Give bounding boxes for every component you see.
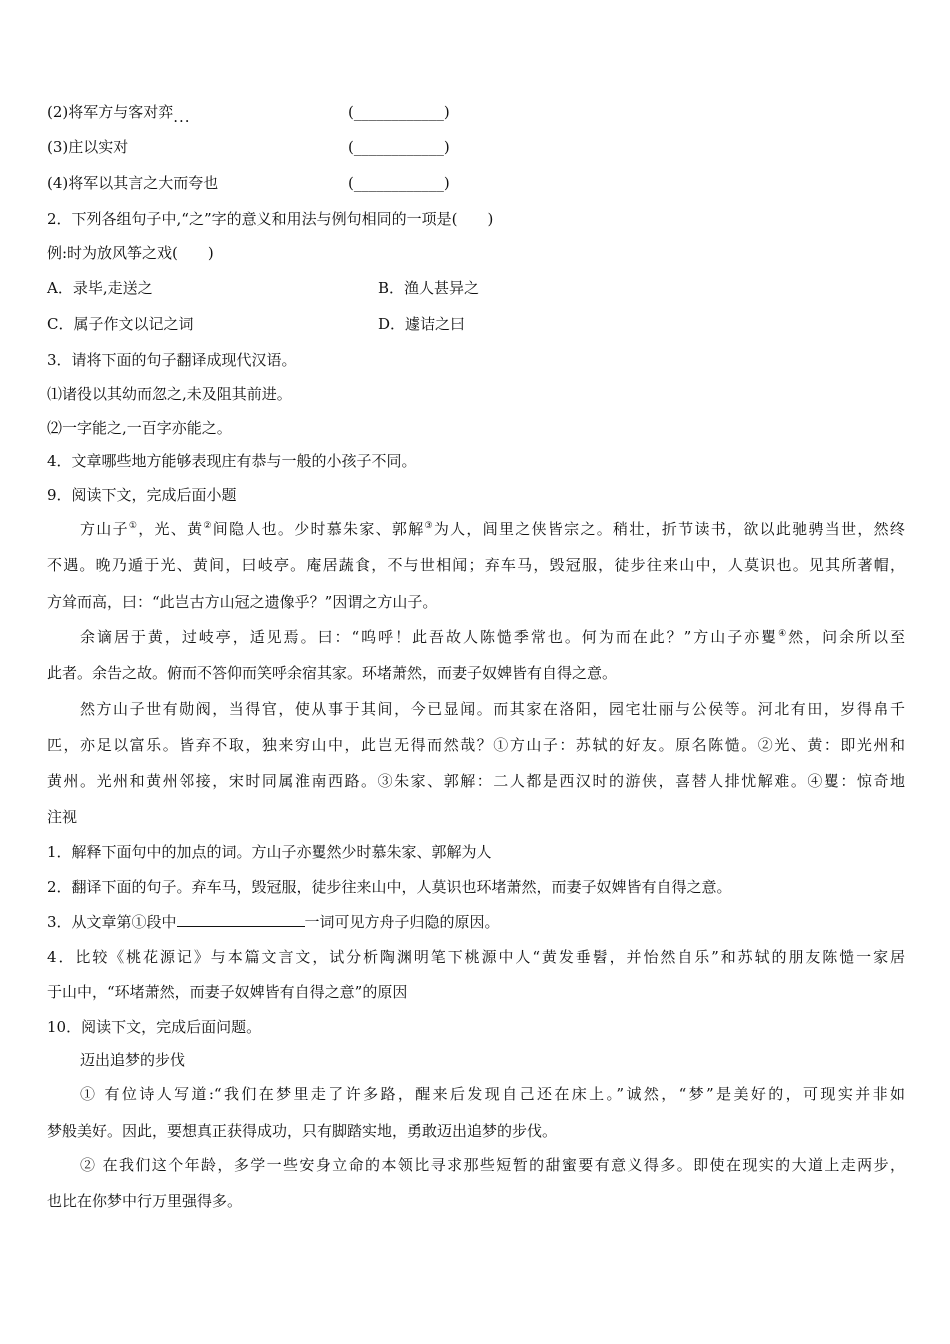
q2-choice-d[interactable]: D．遽诘之曰 [378, 315, 466, 333]
q1-item-3-answer[interactable]: (____________) [348, 138, 450, 156]
q4-stem: 4．文章哪些地方能够表现庄有恭与一般的小孩子不同。 [47, 452, 417, 470]
q9-subq-4-line-2: 于山中，“环堵萧然，而妻子奴婢皆有自得之意”的原因 [47, 983, 408, 1001]
q9-p3-line-4: 注视 [47, 808, 78, 826]
footnote-mark-4: ④ [778, 629, 789, 639]
q2-stem: 2．下列各组句子中,“之”字的意义和用法与例句相同的一项是( ) [47, 210, 494, 228]
q1-item-4-answer[interactable]: (____________) [348, 174, 450, 192]
footnote-mark-3: ③ [424, 521, 434, 531]
q9-subq-2: 2．翻译下面的句子。弃车马，毁冠服，徒步往来山中，人莫识也环堵萧然，而妻子奴婢皆有自得之意。 [47, 878, 732, 896]
q2-choice-b[interactable]: B．渔人甚异之 [378, 279, 480, 297]
q10-p1-line-1: ① 有位诗人写道:“我们在梦里走了许多路，醒来后发现自己还在床上。”诚然，“梦”是美好的，可现实并非如 [80, 1085, 905, 1103]
footnote-mark-1: ① [128, 521, 139, 531]
q9-p1-line-1 [80, 519, 905, 539]
q9-p2-a: 余谪居于黄，过岐亭，适见焉。曰：“呜呼！此吾故人陈慥季常也。何为而在此？”方山子亦矍 [80, 628, 779, 646]
q1-item-2-text: (2)将军方与客对弈 [47, 103, 174, 121]
q9-subq-3-b: 一词可见方舟子归隐的原因。 [304, 913, 500, 931]
q3-stem: 3．请将下面的句子翻译成现代汉语。 [47, 351, 297, 369]
q9-subq-3-a: 3．从文章第①段中 [47, 913, 177, 931]
q1-item-2-answer[interactable]: (____________) [348, 103, 450, 121]
q9-p1-d: 为人，闾里之侠皆宗之。稍壮，折节读书，欲以此驰骋当世，然终 [433, 520, 905, 538]
q9-p1-a: 方山子 [80, 520, 129, 538]
q9-p3-line-1: 然方山子世有勋阀，当得官，使从事于其间，今已显闻。而其家在洛阳，园宅壮丽与公侯等。河北有田，岁得帛千 [80, 700, 905, 718]
q3-item-2: ⑵一字能之,一百字亦能之。 [47, 419, 232, 437]
q10-p2-line-1: ② 在我们这个年龄，多学一些安身立命的本领比寻求那些短暂的甜蜜要有意义得多。即使在现实的大道上走两步， [80, 1156, 905, 1174]
q1-item-2-dots: ... [173, 108, 191, 126]
q9-p3-line-3: 黄州。光州和黄州邻接，宋时同属淮南西路。③朱家、郭解：二人都是西汉时的游侠，喜替人排忧解难。④矍：惊奇地 [47, 772, 905, 790]
q2-example: 例:时为放风筝之戏( ) [47, 244, 214, 262]
q10-p2-line-2: 也比在你梦中行万里强得多。 [47, 1192, 243, 1210]
q9-p2-line-1 [80, 627, 905, 647]
q9-p2-b: 然，问余所以至 [788, 628, 905, 646]
q1-item-3: (3)庄以实对 [47, 138, 129, 156]
q9-subq-4-line-1: 4．比较《桃花源记》与本篇文言文，试分析陶渊明笔下桃源中人“黄发垂髫，并怡然自乐”和苏轼的朋友陈慥一家居 [47, 948, 905, 966]
q9-stem: 9．阅读下文，完成后面小题 [47, 486, 237, 504]
q9-p3-line-2: 匹，亦足以富乐。皆弃不取，独来穷山中，此岂无得而然哉？①方山子：苏轼的好友。原名陈慥。②光、黄：即光州和 [47, 736, 905, 754]
q10-p1-line-2: 梦般美好。因此，要想真正获得成功，只有脚踏实地，勇敢迈出追梦的步伐。 [47, 1122, 558, 1140]
q3-item-1: ⑴诸役以其幼而忽之,未及阻其前进。 [47, 385, 292, 403]
q9-p1-b: ，光、黄 [138, 520, 204, 538]
q9-p1-line-3: 方耸而高，曰：“此岂古方山冠之遗像乎？”因谓之方山子。 [47, 593, 438, 611]
q9-subq-3-blank[interactable] [177, 912, 305, 927]
q9-subq-1: 1．解释下面句中的加点的词。方山子亦矍然少时慕朱家、郭解为人 [47, 843, 492, 861]
q10-title: 迈出追梦的步伐 [80, 1051, 186, 1069]
q9-p1-c: 间隐人也。少时慕朱家、郭解 [212, 520, 425, 538]
q10-stem: 10．阅读下文，完成后面问题。 [47, 1018, 262, 1036]
q1-item-2 [47, 102, 191, 126]
q9-p1-line-2: 不遇。晚乃遁于光、黄间，曰岐亭。庵居蔬食，不与世相闻；弃车马，毁冠服，徒步往来山中，人莫识也。见其所著帽， [47, 556, 905, 574]
q9-p2-line-2: 此者。余告之故。俯而不答仰而笑呼余宿其家。环堵萧然，而妻子奴婢皆有自得之意。 [47, 664, 618, 682]
q2-choice-a[interactable]: A．录毕,走送之 [47, 279, 153, 297]
q1-item-4: (4)将军以其言之大而夸也 [47, 174, 219, 192]
footnote-mark-2: ② [203, 521, 213, 531]
q9-subq-3 [47, 912, 500, 932]
q2-choice-c[interactable]: C．属子作文以记之词 [47, 315, 194, 333]
